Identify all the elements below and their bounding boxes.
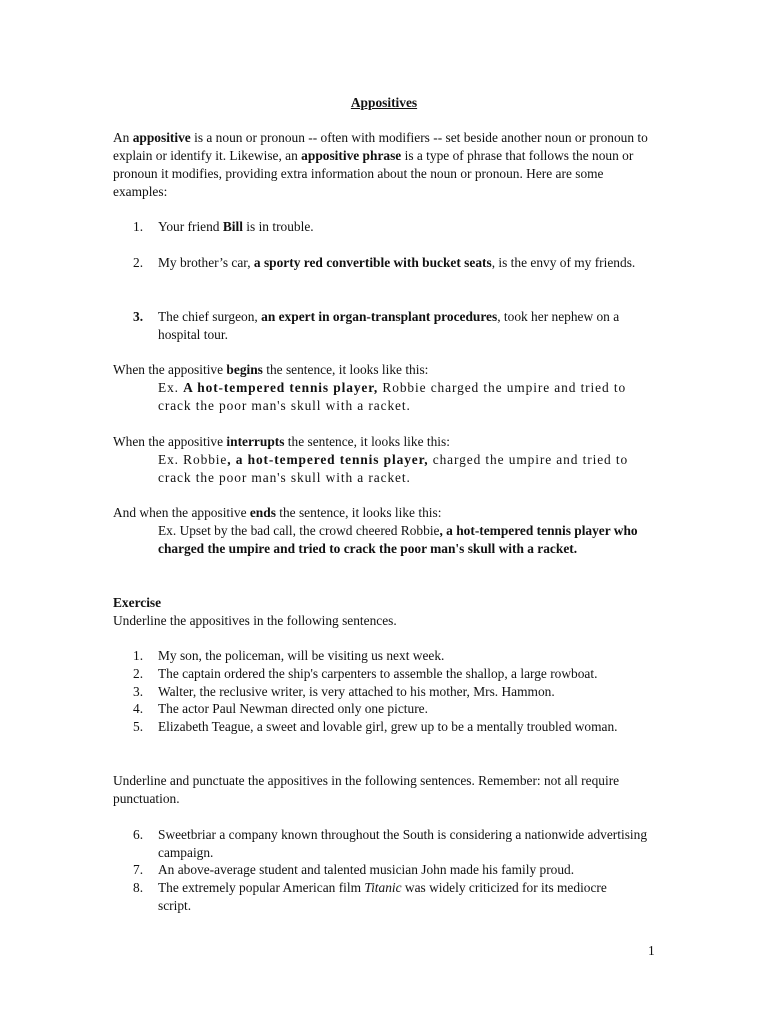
page-number: 1 [648, 943, 655, 958]
example-text: Your friend Bill is in trouble. [158, 219, 314, 234]
list-item-text: Walter, the reclusive writer, is very attached to his mother, Mrs. Hammon. [158, 684, 555, 699]
intro-text: is a type of phrase that follows the noun or pronoun it modifies, providing extra information about the noun or pronoun. Here are some examples: [113, 148, 634, 199]
term-appositive: appositive [132, 130, 191, 145]
list-number: 1. [133, 219, 144, 234]
exercise-heading: Exercise [113, 595, 162, 610]
list-item-text: The captain ordered the ship's carpenters to assemble the shallop, a large rowboat. [158, 666, 598, 681]
document-title: Appositives [350, 95, 418, 110]
exercise-instruction-1: Underline the appositives in the following sentences. [113, 613, 397, 628]
term-appositive-phrase: appositive phrase [301, 148, 402, 163]
intro-paragraph [113, 129, 658, 201]
begins-example: Ex. A hot-tempered tennis player, Robbie charged the umpire and tried to crack the poor man's skull with a racket. [158, 380, 627, 413]
intro-text: is a noun or pronoun -- often with modifiers -- set beside another noun or pronoun to explain or identify it. Likewise, an [113, 130, 648, 163]
document-page: Appositives An appositive is a noun or pronoun -- often with modifiers -- set beside another noun or pronoun to explain or identify it. Likewise, an appositive phrase is a type of phrase that follows the noun or pronoun it modifies, providing extra information about the noun or pronoun. Here are some examples: 1. Your friend Bill is in trouble. 2. My brother’s car, a sporty red convertible with bucket seats, is the envy of my friends. 3. The chief surgeon, an expert in organ-transplant procedures, took her nephew on a hospital tour. When the appositive begins the sentence, it looks like this: Ex. A hot-tempered tennis player, Robbie charged the umpire and tried to crack the poor man's skull with a racket. When the appositive interrupts the sentence, it looks like this: Ex. Robbie, a hot-tempered tennis player, charged the umpire and tried to crack the poor man's skull with a racket. And when the appositive ends the sentence, it looks like this: Ex. Upset by the bad call, the crowd cheered Robbie, a hot-tempered tennis player who charged the umpire and tried to crack the poor man's skull with a racket. Exercise Underline the appositives in the following sentences. 1. My son, the policeman, will be visiting us next week. 2. The captain ordered the ship's carpenters to assemble the shallop, a large rowboat. 3. Walter, the reclusive writer, is very attached to his mother, Mrs. Hammon. 4. The actor Paul Newman directed only one picture. 5. Elizabeth Teague, a sweet and lovable girl, grew up to be a mentally troubled woman. Underline and punctuate the appositives in the following sentences. Remember: not all require punctuation. 6. Sweetbriar a company known throughout the South is considering a nationwide advertising campaign. 7. An above-average student and talented musician John made his family proud. 8. The extremely popular American film Titanic was widely criticized for its mediocre script. 1 [0, 0, 768, 1024]
film-title: Titanic [364, 880, 402, 895]
keyword-begins: begins [226, 362, 263, 377]
begins-intro: When the appositive begins the sentence, it looks like this: [113, 362, 429, 377]
list-item-text: The actor Paul Newman directed only one picture. [158, 701, 428, 716]
ends-example: Ex. Upset by the bad call, the crowd cheered Robbie, a hot-tempered tennis player who charged the umpire and tried to crack the poor man's skull with a racket. [158, 523, 638, 556]
keyword-interrupts: interrupts [226, 434, 285, 449]
list-number: 3. [133, 309, 144, 324]
list-item-text: The extremely popular American film Titanic was widely criticized for its mediocre script. [158, 880, 607, 913]
keyword-ends: ends [249, 505, 276, 520]
interrupts-example: Ex. Robbie, a hot-tempered tennis player, charged the umpire and tried to crack the poor man's skull with a racket. [158, 452, 629, 485]
interrupts-intro: When the appositive interrupts the sentence, it looks like this: [113, 434, 450, 449]
list-item-text: Elizabeth Teague, a sweet and lovable girl, grew up to be a mentally troubled woman. [158, 719, 618, 734]
list-item-text: An above-average student and talented musician John made his family proud. [158, 862, 575, 877]
example-text: My brother’s car, a sporty red convertible with bucket seats, is the envy of my friends. [158, 255, 636, 270]
exercise-instruction-2: Underline and punctuate the appositives in the following sentences. Remember: not all require punctuation. [113, 773, 620, 806]
list-item-text: Sweetbriar a company known throughout the South is considering a nationwide advertising campaign. [158, 827, 648, 860]
ends-intro: And when the appositive ends the sentence, it looks like this: [113, 505, 442, 520]
list-number: 2. [133, 255, 144, 270]
list-item-text: My son, the policeman, will be visiting us next week. [158, 648, 445, 663]
example-text: The chief surgeon, an expert in organ-transplant procedures, took her nephew on a hospital tour. [158, 309, 620, 342]
intro-text: An [113, 130, 133, 145]
